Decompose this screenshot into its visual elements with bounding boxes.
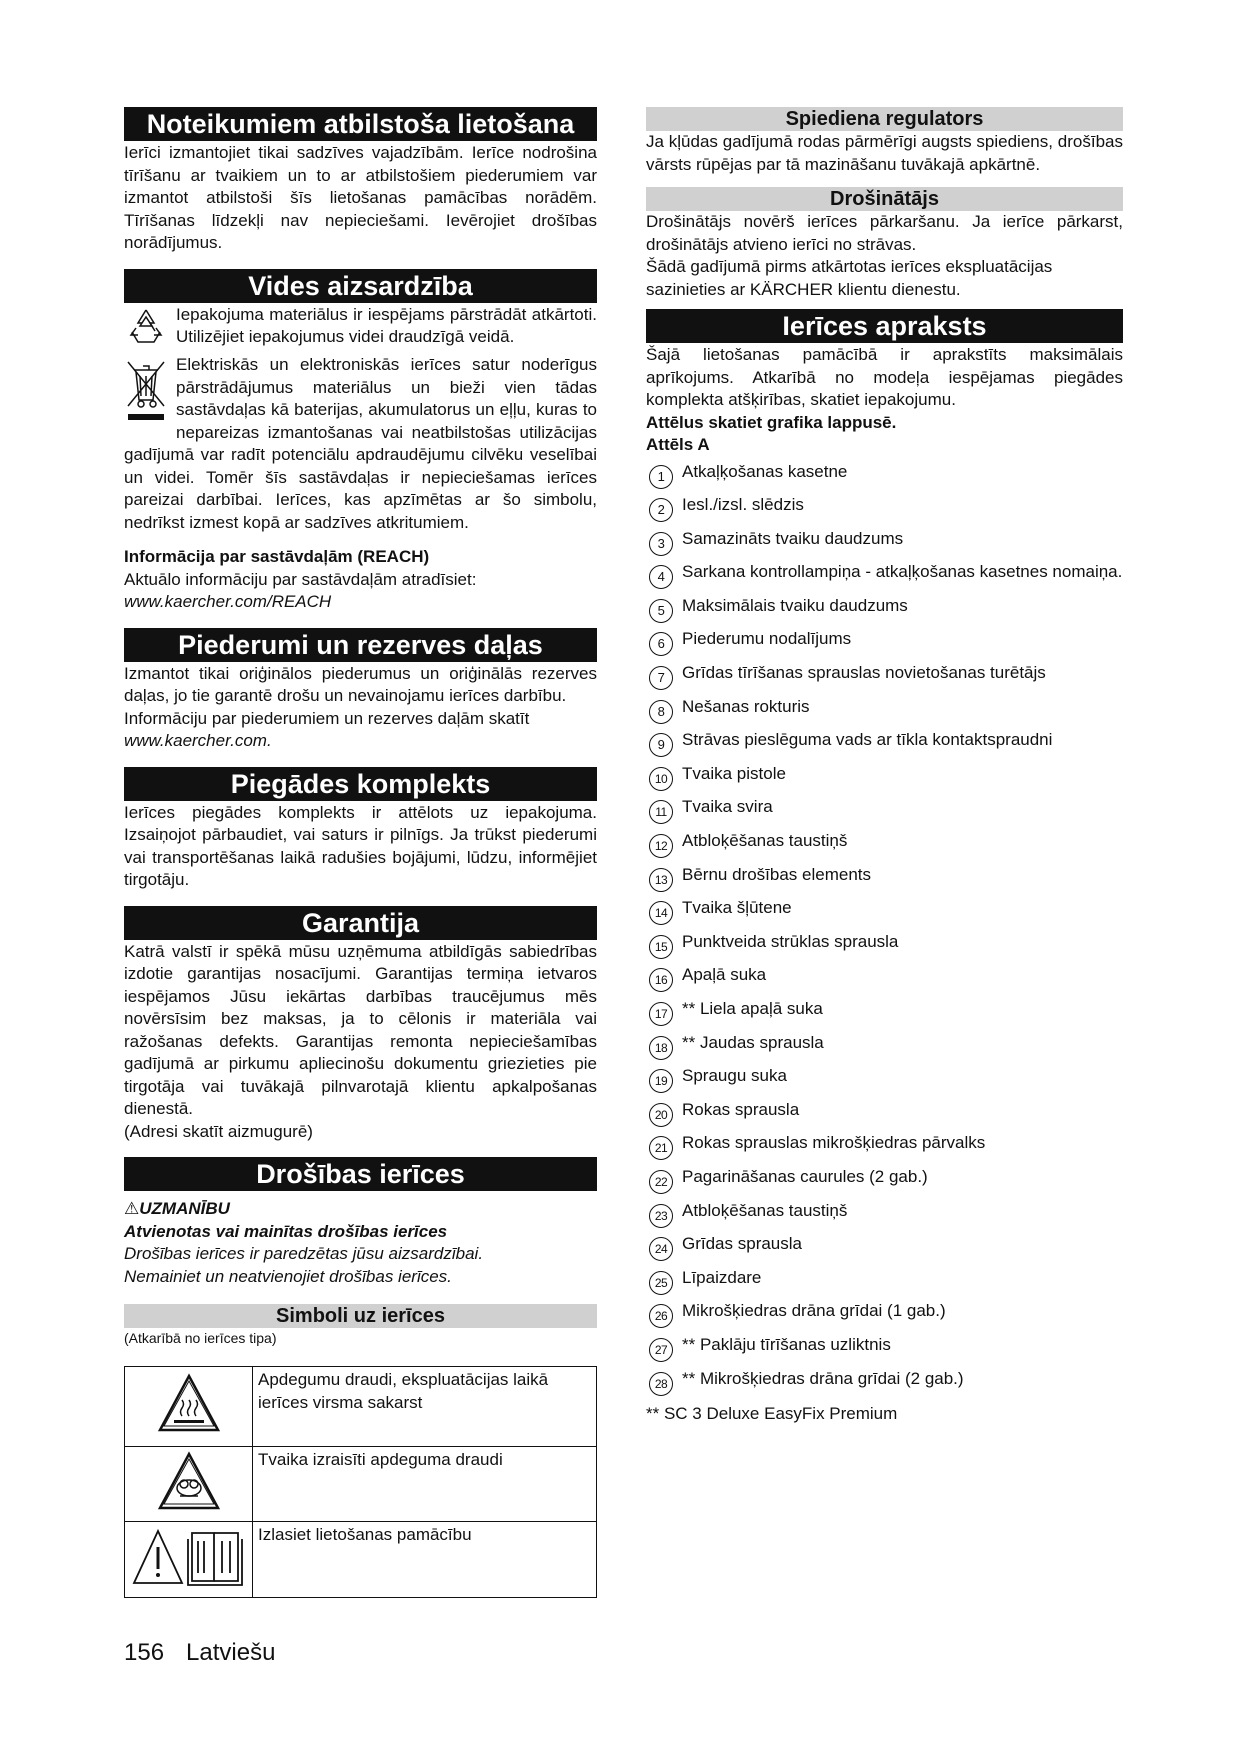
section-title-safety-devices: Drošības ierīces [124, 1157, 597, 1192]
list-item [646, 494, 1123, 528]
recycle-icon [124, 304, 176, 355]
steam-warning-icon [125, 1446, 253, 1522]
figure-label: Attēls A [646, 435, 710, 454]
list-item [646, 1099, 1123, 1133]
item-number-badge: 11 [649, 800, 673, 824]
item-number-badge: 20 [649, 1103, 673, 1127]
list-item [646, 1132, 1123, 1166]
item-number-badge: 25 [649, 1271, 673, 1295]
accessories-link[interactable]: www.kaercher.com. [124, 731, 272, 750]
item-label: Iesl./izsl. slēdzis [682, 495, 804, 515]
item-label: Maksimālais tvaiku daudzums [682, 595, 908, 615]
item-number-badge: 15 [649, 935, 673, 959]
item-number-badge: 4 [649, 565, 673, 589]
list-item [646, 1300, 1123, 1334]
item-number-badge: 6 [649, 632, 673, 656]
warranty-text: Katrā valstī ir spēkā mūsu uzņēmuma atbildīgās sabiedrības izdotie garantijas nosacījumi. Garantijas termiņa ietvaros iespējamos Jūsu iekārtas darbības traucējumus mēs novērsīsim bez maksas, ja to cēlonis ir materiāla vai ražošanas defekts. Garantijas remonta nepieciešamības gadījumā ar pirkumu apliecinošu dokumentu griezieties pie tirgotāja vai tuvākajā pilnvarotajā klientu apkalpošanas dienestā. [124, 941, 597, 1118]
list-item [646, 1368, 1123, 1402]
list-item [646, 763, 1123, 797]
weee-block [124, 354, 597, 534]
fuse-text-2: Šādā gadījumā pirms atkārtotas ierīces ekspluatācijas sazinieties ar KÄRCHER klientu dienestu. [646, 257, 1053, 299]
fuse-text-1: Drošinātājs novērš ierīces pārkaršanu. Ja ierīce pārkarst, drošinātājs atvieno ierīci no strāvas. [646, 212, 1123, 254]
item-number-badge: 16 [649, 968, 673, 992]
list-item [646, 1200, 1123, 1234]
list-item [646, 461, 1123, 495]
footer-language: Latviešu [186, 1639, 276, 1666]
list-item [646, 1166, 1123, 1200]
caution-line-2: Nemainiet un neatvienojiet drošības ierīces. [124, 1266, 452, 1286]
caution-heading: Atvienotas vai mainītas drošības ierīces [124, 1221, 448, 1241]
symbol-row [125, 1367, 597, 1447]
item-number-badge: 28 [649, 1372, 673, 1396]
item-label: Atkaļķošanas kasetne [682, 461, 848, 481]
item-label: Piederumu nodalījums [682, 629, 852, 649]
list-item [646, 628, 1123, 662]
item-number-badge: 1 [649, 465, 673, 489]
item-number-badge: 13 [649, 868, 673, 892]
list-item [646, 696, 1123, 730]
item-number-badge: 12 [649, 834, 673, 858]
pressure-regulator-text: Ja kļūdas gadījumā rodas pārmērīgi augsts spiediens, drošības vārsts rūpējas par tā mazināšanu tuvākajā apkārtnē. [646, 132, 1123, 174]
list-item [646, 796, 1123, 830]
list-item [646, 729, 1123, 763]
list-item [646, 897, 1123, 931]
list-item [646, 1334, 1123, 1368]
symbol-row [125, 1446, 597, 1522]
item-label: Sarkana kontrollampiņa - atkaļķošanas kasetnes nomaiņa. [682, 562, 1123, 582]
item-label: Līpaizdare [682, 1267, 762, 1287]
right-column [646, 107, 1123, 1426]
section-title-description: Ierīces apraksts [646, 309, 1123, 344]
weee-bin-icon [124, 356, 172, 422]
section-title-pressure-regulator: Spiediena regulators [646, 107, 1123, 131]
list-item [646, 1032, 1123, 1066]
caution-line-1: Drošības ierīces ir paredzētas jūsu aizsardzībai. [124, 1244, 484, 1263]
symbols-table [124, 1366, 597, 1598]
section-title-symbols: Simboli uz ierīces [124, 1304, 597, 1328]
item-label: ** Mikrošķiedras drāna grīdai (2 gab.) [682, 1368, 964, 1388]
list-item [646, 964, 1123, 998]
item-number-badge: 17 [649, 1002, 673, 1026]
list-item [646, 864, 1123, 898]
footnote: ** SC 3 Deluxe EasyFix Premium [646, 1404, 898, 1424]
reach-link[interactable]: www.kaercher.com/REACH [124, 592, 332, 611]
read-manual-icon [125, 1522, 253, 1598]
item-label: Tvaika svira [682, 797, 773, 817]
item-label: ** Paklāju tīrīšanas uzliktnis [682, 1334, 891, 1354]
item-number-badge: 18 [649, 1036, 673, 1060]
page-footer [124, 1638, 297, 1668]
list-item [646, 561, 1123, 595]
item-label: Grīdas sprausla [682, 1234, 802, 1254]
item-number-badge: 22 [649, 1170, 673, 1194]
list-item [646, 595, 1123, 629]
item-label: Apaļā suka [682, 965, 767, 985]
reach-text: Aktuālo informāciju par sastāvdaļām atradīsiet: [124, 569, 477, 589]
accessories-text: Izmantot tikai oriģinālos piederumus un oriģinālās rezerves daļas, jo tie garantē drošu un nevainojamu ierīces darbību. [124, 663, 597, 705]
warning-triangle-icon: ⚠ [124, 1199, 140, 1218]
item-label: Mikrošķiedras drāna grīdai (1 gab.) [682, 1301, 946, 1321]
item-label: Spraugu suka [682, 1066, 787, 1086]
item-label: Atbloķēšanas taustiņš [682, 831, 848, 851]
scope-text: Ierīces piegādes komplekts ir attēlots uz iepakojuma. Izsaiņojot pārbaudiet, vai saturs ir pilnīgs. Ja trūkst piederumi vai transportēšanas laikā radušies bojājumi, lūdzu, informējiet tirgotāju. [124, 802, 597, 889]
caution-label: ⚠UZMANĪBU [124, 1199, 230, 1218]
item-label: Tvaika šļūtene [682, 898, 792, 918]
section-title-accessories: Piederumi un rezerves daļas [124, 628, 597, 663]
list-item [646, 998, 1123, 1032]
intended-use-text: Ierīci izmantojiet tikai sadzīves vajadzībām. Ierīce nodrošina tīrīšanu ar tvaikiem un to ar atbilstošiem piederumiem var izmantot atbilstoši šīs lietošanas pamācības norādēm. Tīrīšanas līdzekļi nav nepieciešami. Ievērojiet drošības norādījumus. [124, 143, 597, 252]
recycle-text: Iepakojuma materiālus ir iespējams pārstrādāt atkārtoti. Utilizējiet iepakojumus videi draudzīgā veidā. [176, 304, 597, 346]
item-number-badge: 7 [649, 666, 673, 690]
symbol-row [125, 1522, 597, 1598]
symbol-text: Tvaika izraisīti apdeguma draudi [253, 1446, 597, 1522]
item-number-badge: 23 [649, 1204, 673, 1228]
list-item [646, 662, 1123, 696]
item-label: Samazināts tvaiku daudzums [682, 528, 904, 548]
section-title-intended-use: Noteikumiem atbilstoša lietošana [124, 107, 597, 142]
item-label: ** Jaudas sprausla [682, 1032, 824, 1052]
item-label: Pagarināšanas caurules (2 gab.) [682, 1166, 928, 1186]
recycle-block [124, 304, 597, 355]
item-number-badge: 10 [649, 767, 673, 791]
accessories-info-text: Informāciju par piederumiem un rezerves daļām skatīt [124, 708, 530, 728]
item-label: ** Liela apaļā suka [682, 999, 823, 1018]
page-number: 156 [124, 1639, 165, 1666]
section-title-fuse: Drošinātājs [646, 187, 1123, 211]
item-number-badge: 26 [649, 1304, 673, 1328]
description-text: Šajā lietošanas pamācībā ir aprakstīts maksimālais aprīkojums. Atkarībā no modeļa iespējamas piegādes komplekta atšķirības, skatiet iepakojumu. [646, 345, 1123, 409]
list-item [646, 1267, 1123, 1301]
list-item [646, 1065, 1123, 1099]
section-title-warranty: Garantija [124, 906, 597, 941]
hot-surface-warning-icon [125, 1367, 253, 1447]
warranty-address-note: (Adresi skatīt aizmugurē) [124, 1121, 313, 1141]
item-label: Rokas sprausla [682, 1099, 800, 1119]
item-number-badge: 3 [649, 532, 673, 556]
item-label: Atbloķēšanas taustiņš [682, 1200, 848, 1220]
item-label: Tvaika pistole [682, 763, 786, 783]
left-column [124, 107, 597, 1598]
item-label: Strāvas pieslēguma vads ar tīkla kontaktspraudni [682, 730, 1053, 750]
symbol-text: Apdegumu draudi, ekspluatācijas laikā ierīces virsma sakarst [253, 1367, 597, 1447]
list-item [646, 931, 1123, 965]
item-number-badge: 9 [649, 733, 673, 757]
reach-heading: Informācija par sastāvdaļām (REACH) [124, 547, 430, 566]
item-number-badge: 24 [649, 1237, 673, 1261]
item-number-badge: 19 [649, 1069, 673, 1093]
list-item [646, 528, 1123, 562]
see-graphics-note: Attēlus skatiet grafika lappusē. [646, 412, 897, 432]
list-item [646, 830, 1123, 864]
item-number-badge: 14 [649, 901, 673, 925]
item-number-badge: 27 [649, 1338, 673, 1362]
item-label: Rokas sprauslas mikrošķiedras pārvalks [682, 1133, 986, 1153]
section-title-environment: Vides aizsardzība [124, 269, 597, 304]
item-number-badge: 21 [649, 1136, 673, 1160]
item-number-badge: 2 [649, 498, 673, 522]
item-label: Grīdas tīrīšanas sprauslas novietošanas turētājs [682, 663, 1046, 683]
item-label: Bērnu drošības elements [682, 864, 871, 884]
symbol-text: Izlasiet lietošanas pamācību [253, 1522, 597, 1598]
item-label: Nešanas rokturis [682, 696, 810, 716]
weee-text: Elektriskās un elektroniskās ierīces satur noderīgus pārstrādājumus materiālus un bieži vien tādas sastāvdaļas kā baterijas, akumulatorus un eļļu, kuras to nepareizas izmantošanas vai neatbilstošas utilizācijas gadījumā var radīt potenciālu apdraudējumu cilvēku veselībai un videi. Tomēr šīs sastāvdaļas ir nepieciešamas ierīces pareizai darbībai. Ierīces, kas apzīmētas ar šo simbolu, nedrīkst izmest kopā ar sadzīves atkritumiem. [124, 355, 597, 532]
symbols-note: (Atkarībā no ierīces tipa) [124, 1330, 277, 1346]
item-label: Punktveida strūklas sprausla [682, 931, 899, 951]
list-item [646, 1233, 1123, 1267]
component-list [646, 461, 1123, 1402]
item-number-badge: 8 [649, 700, 673, 724]
item-number-badge: 5 [649, 599, 673, 623]
section-title-scope: Piegādes komplekts [124, 767, 597, 802]
